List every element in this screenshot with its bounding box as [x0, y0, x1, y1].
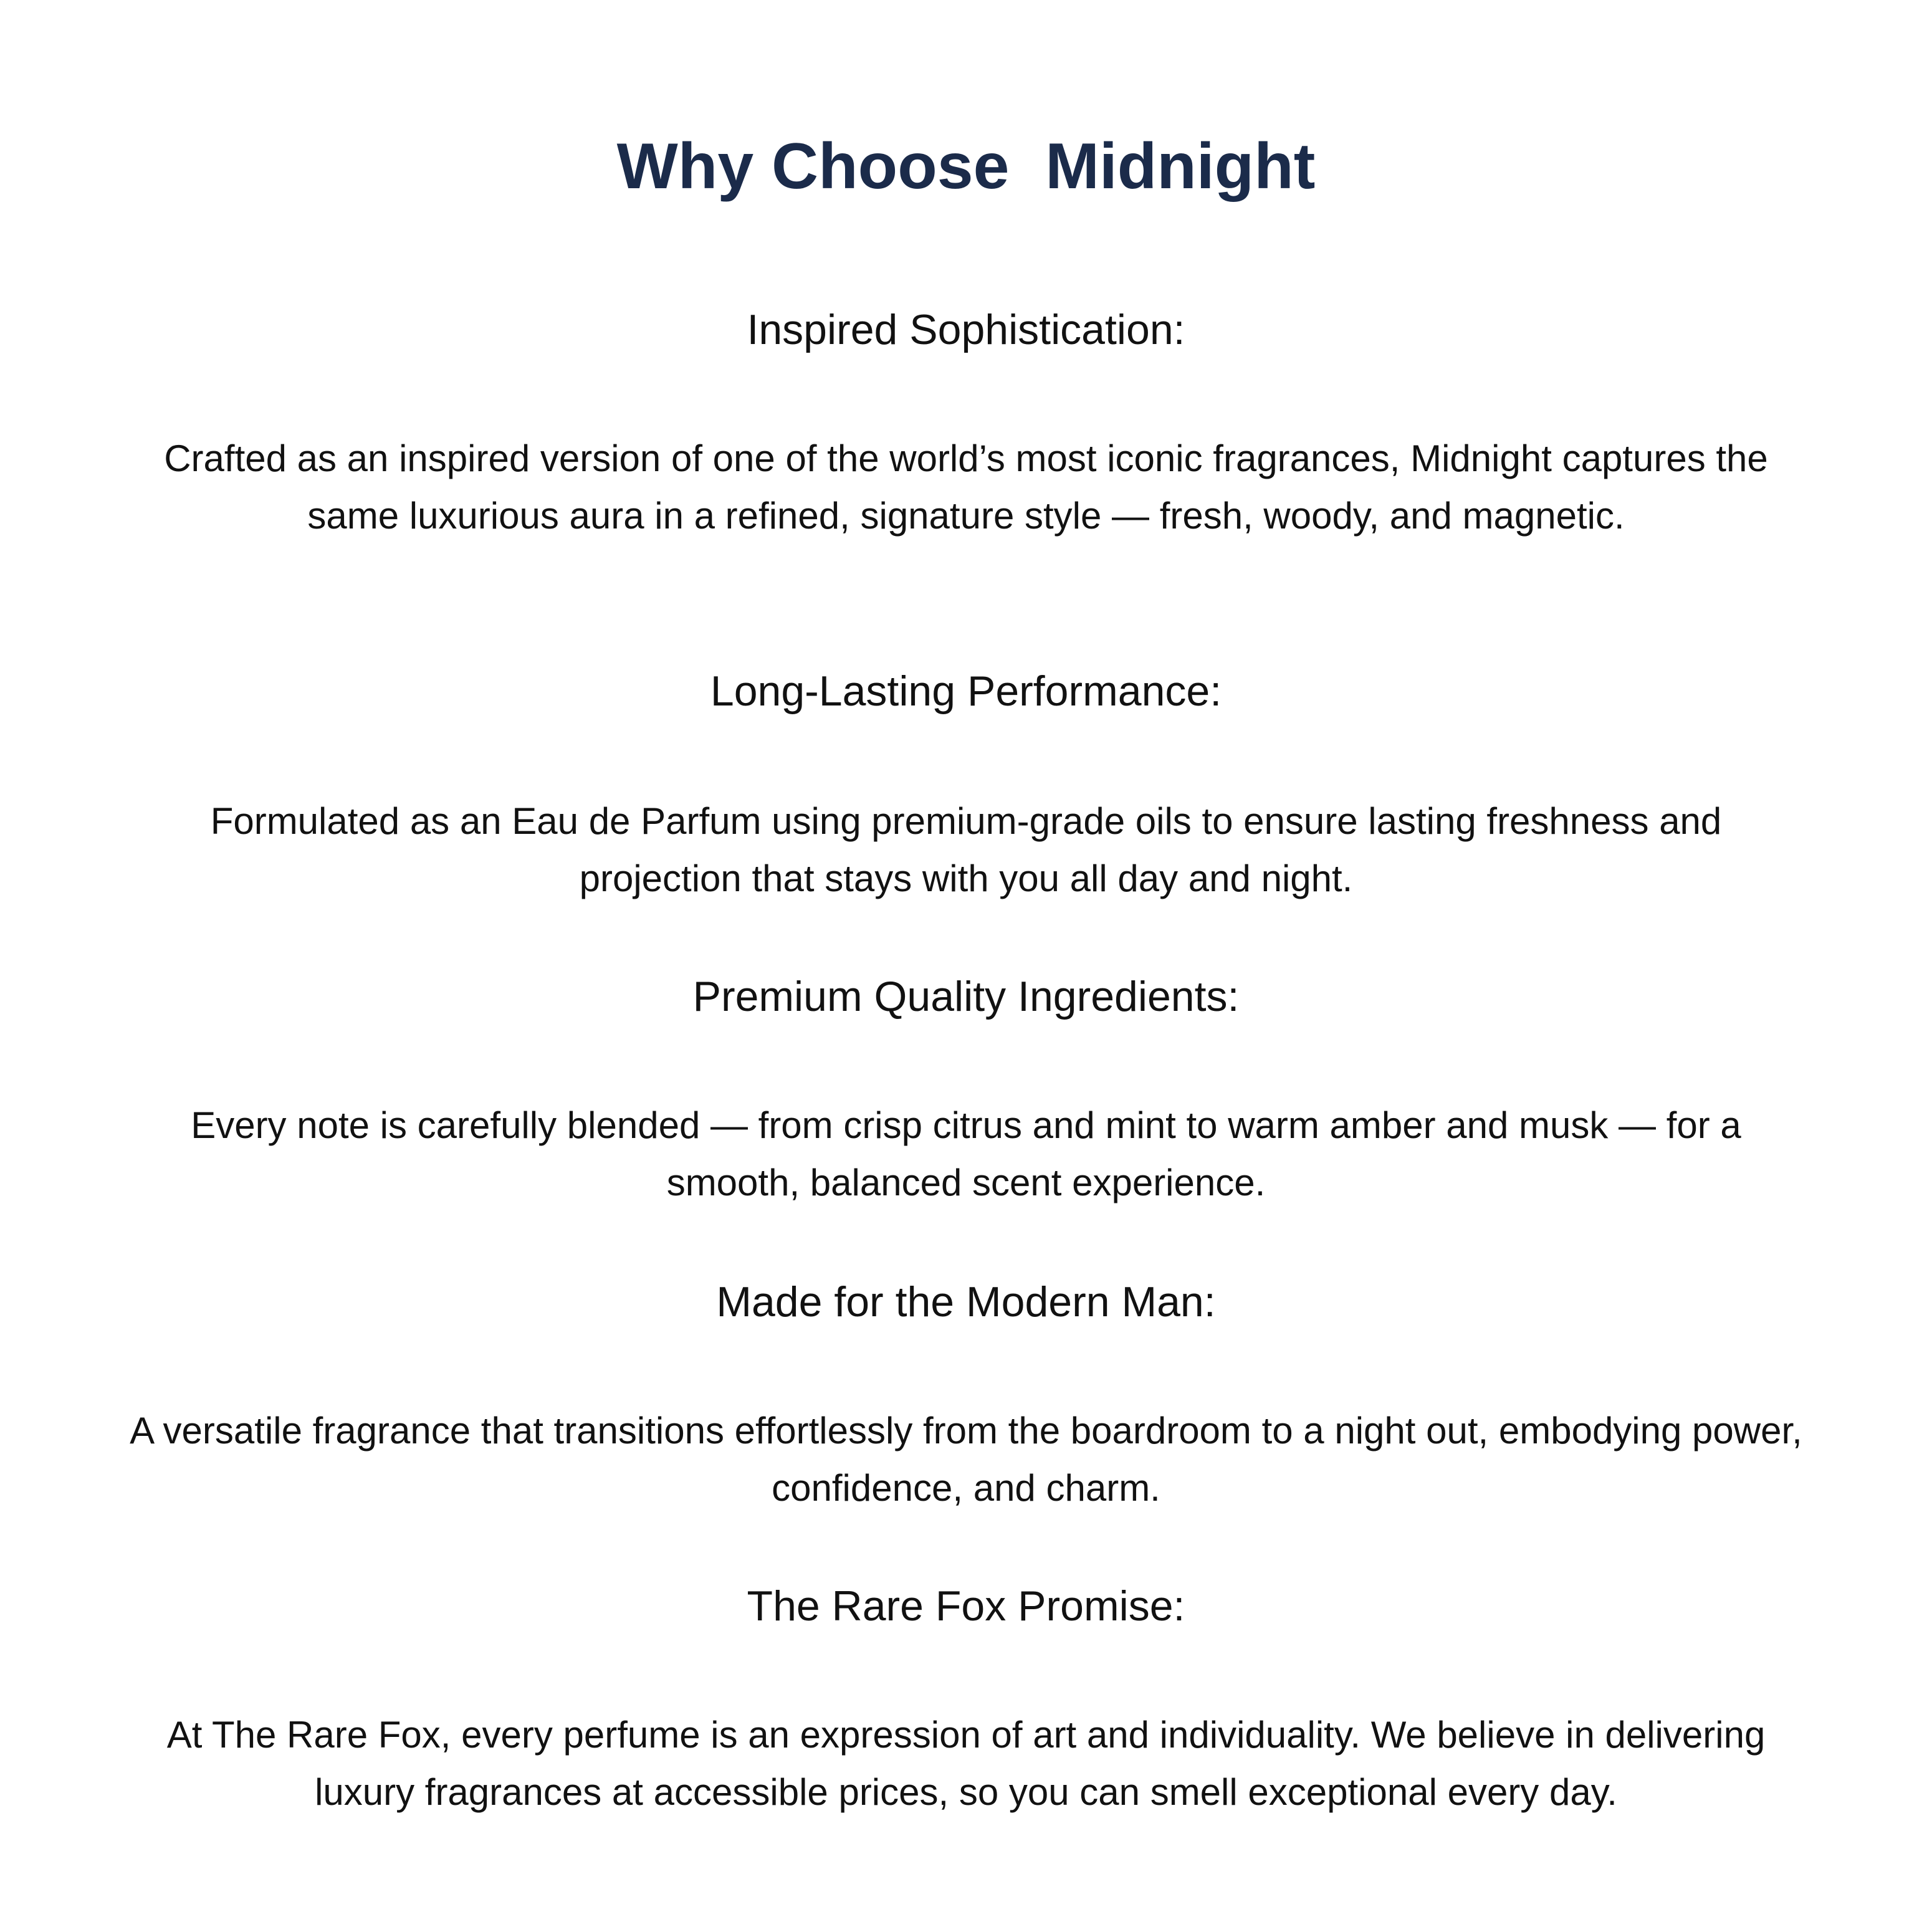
section-body: A versatile fragrance that transitions effortlessly from the boardroom to a night out, embodying power, confidence, and charm.: [130, 1410, 1802, 1509]
section-heading: Long-Lasting Performance:: [710, 667, 1222, 715]
section-heading: Made for the Modern Man:: [716, 1278, 1216, 1326]
section-body: At The Rare Fox, every perfume is an expression of art and individuality. We believe in delivering luxury fragrances at accessible prices, so you can smell exceptional every day.: [166, 1714, 1766, 1813]
section-body: Every note is carefully blended — from crisp citrus and mint to warm amber and musk — for a smooth, balanced scent experience.: [191, 1104, 1741, 1203]
page-title: Why Choose Midnight: [616, 130, 1316, 203]
section-heading: Inspired Sophistication:: [747, 306, 1185, 353]
section-body: Formulated as an Eau de Parfum using premium-grade oils to ensure lasting freshness and projection that stays with you all day and night.: [210, 800, 1722, 899]
section-heading: Premium Quality Ingredients:: [692, 973, 1240, 1020]
section-heading: The Rare Fox Promise:: [747, 1582, 1185, 1630]
section-body: Crafted as an inspired version of one of the world’s most iconic fragrances, Midnight captures the same luxurious aura in a refined, signature style — fresh, woody, and magnetic.: [164, 438, 1768, 537]
section-rare-fox-promise: [125, 0, 1807, 1932]
